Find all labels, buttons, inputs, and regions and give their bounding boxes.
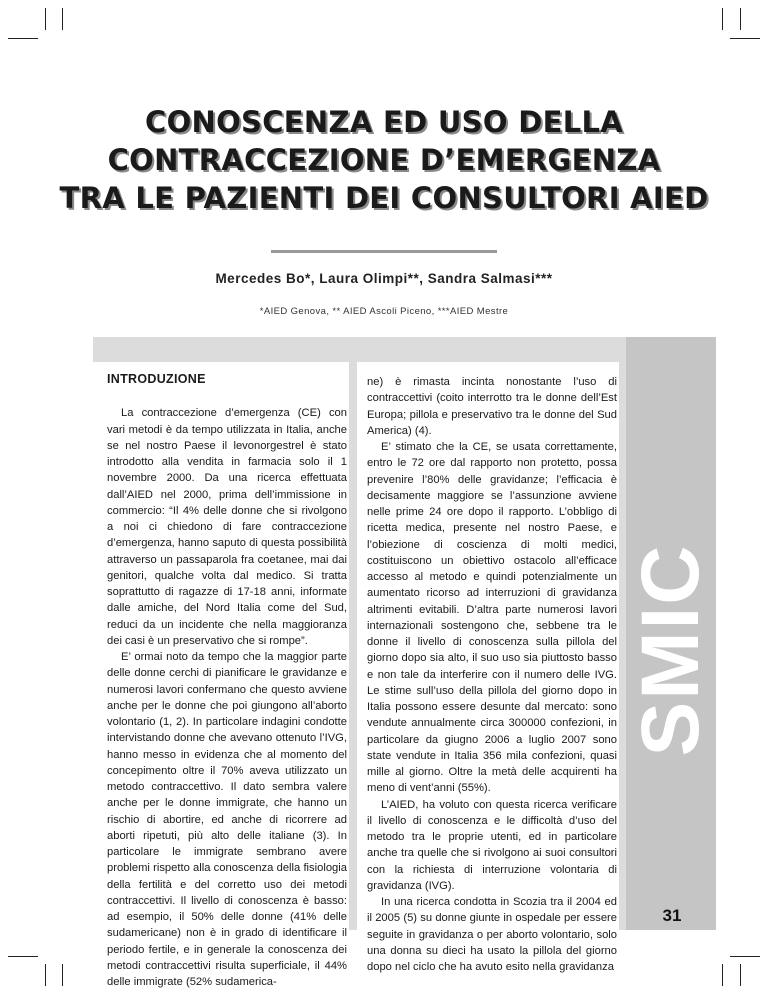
affiliations: *AIED Genova, ** AIED Ascoli Piceno, ***AIED Mestre: [259, 306, 509, 317]
right-column: [357, 362, 619, 973]
crop-mark: [730, 38, 760, 39]
authors: Mercedes Bo*, Laura Olimpi**, Sandra Salmasi***: [215, 271, 553, 286]
paragraph: In una ricerca condotta in Scozia tra il 2004 ed il 2005 (5) su donne giunte in ospedale per essere seguite in gravidanza o per aborto volontario, solo una donna su dieci ha usato la pillola del giorno dopo nel ciclo che ha avuto esito nella gravidanza: [367, 896, 617, 973]
paragraph: E’ stimato che la CE, se usata correttamente, entro le 72 ore dal rapporto non protetto, possa prevenire l’80% delle gravidanze; l’efficacia è decisamente maggiore se l’assunzione avviene nelle prime 24 ore dopo il rapporto. L’obbligo di ricetta medica, presente nel nostro Paese, e l’obiezione di coscienza di molti medici, costituiscono un obiettivo ostacolo all’efficace accesso al metodo e quindi potenzialmente un aumentato ricorso ad interruzioni di gravidanza altrimenti evitabili. D’altra parte numerosi lavori internazionali sostengono che, sebbene tra le donne il livello di conoscenza sulla pillola del giorno dopo sia alto, il suo uso sia piuttosto basso e non tale da interferire con il numero delle IVG. Le stime sull’uso della pillola del giorno dopo in Italia possono essere desunte dal mercato: sono vendute annualmente circa 300000 confezioni, in particolare da giugno 2006 a luglio 2007 sono state vendute in Italia 356 mila confezioni, quasi mille al giorno. Oltre la metà delle acquirenti ha meno di vent’anni (55%).: [367, 441, 617, 795]
paragraph: L’AIED, ha voluto con questa ricerca verificare il livello di conoscenza e le difficoltà d’uso del metodo tra le proprie utenti, ed in particolare anche tra quelle che si rivolgono ai suoi consultori con la richiesta di interruzione volontaria di gravidanza (IVG).: [367, 798, 617, 892]
crop-mark: [8, 956, 38, 957]
article-title: [40, 103, 728, 217]
side-label: SMIC: [625, 543, 716, 757]
crop-mark: [722, 964, 723, 986]
crop-mark: [740, 8, 741, 30]
crop-mark: [8, 38, 38, 39]
crop-mark: [45, 964, 46, 986]
crop-mark: [730, 956, 760, 957]
title-divider: [271, 250, 497, 253]
crop-mark: [45, 8, 46, 30]
paragraph: ne) è rimasta incinta nonostante l’uso di contraccettivi (coito interrotto tra le donne dell’Est Europa; pillola e preservativo tra le donne del Sud America) (4).: [367, 376, 617, 437]
crop-mark: [62, 8, 63, 30]
paragraph: E’ ormai noto da tempo che la maggior parte delle donne cerchi di pianificare le gravidanze e numerosi lavori confermano che questo avviene anche per le donne che poi giungono all’aborto volontario (1, 2). In particolare indagini condotte intervistando donne che avevano ottenuto l’IVG, hanno messo in evidenza che al momento del concepimento oltre il 70% aveva utilizzato un metodo contraccettivo. Il dato sembra valere anche per le donne immigrate, che hanno un rischio di abortire, ed anche di ricorrere ad aborti ripetuti, più alto delle italiane (3). In particolare le immigrate sembrano avere problemi rispetto alla conoscenza della fisiologia della fertilità e del corretto uso dei metodi contraccettivi. Il livello di conoscenza è basso: ad esempio, il 50% delle donne (41% delle sudamericane) non è in grado di identificare il periodo fertile, e in generale la conoscenza dei metodi contraccettivi risulta superficiale, il 44% delle immigrate (52% sudamerica-: [107, 651, 347, 988]
paragraph: La contraccezione d’emergenza (CE) con vari metodi è da tempo utilizzata in Italia, anche se nel nostro Paese il levonorgestrel è stato introdotto alla vendita in farmacia solo il 1 novembre 2000. Da una ricerca effettuata dall’AIED nel 2000, prima dell’immissione in commercio: “Il 4% delle donne che si rivolgono a noi ci chiedono di fare contraccezione d’emergenza, hanno saputo di questa possibilità attraverso un passaparola fra coetanee, mai dai genitori, qualche volta dal medico. Si tratta soprattutto di ragazze di 17-18 anni, informate dalle amiche, del Nord Italia come del Sud, reduci da un incidente che nella maggioranza dei casi è un preservativo che si rompe”.: [107, 407, 347, 647]
crop-mark: [740, 964, 741, 986]
page-number: 31: [662, 906, 682, 925]
title-line: CONTRACCEZIONE D’EMERGENZA: [107, 143, 661, 177]
title-line: TRA LE PAZIENTI DEI CONSULTORI AIED: [59, 181, 709, 215]
crop-mark: [62, 964, 63, 986]
crop-mark: [722, 8, 723, 30]
title-line: CONOSCENZA ED USO DELLA: [144, 105, 624, 139]
section-heading: INTRODUZIONE: [107, 372, 206, 386]
left-column: [93, 362, 349, 988]
